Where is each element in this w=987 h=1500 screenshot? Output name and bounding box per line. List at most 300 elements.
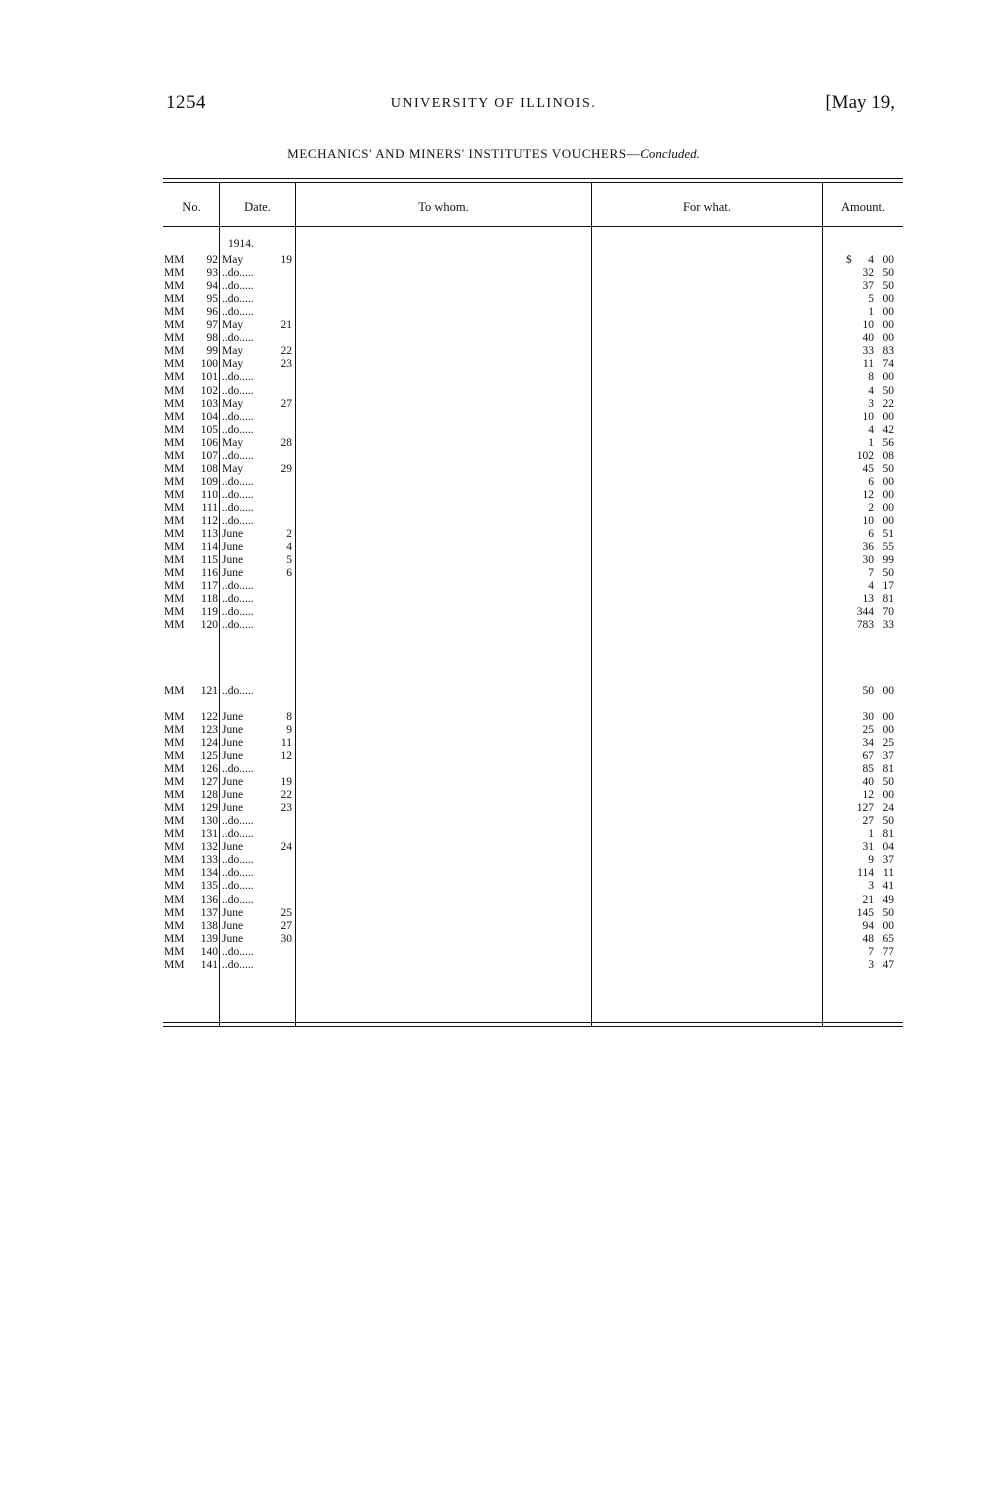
table-row <box>0 528 987 541</box>
amount-cents: 49 <box>882 893 894 906</box>
voucher-num: 101 <box>200 371 218 384</box>
amount-dollars: 1 <box>868 306 874 319</box>
date-day: 23 <box>280 358 292 371</box>
amount-cents: 70 <box>882 606 894 619</box>
amount-cents: 00 <box>882 254 894 266</box>
voucher-prefix: MM <box>164 710 185 723</box>
amount-dollars: 4 <box>868 580 874 593</box>
table-row <box>0 411 987 424</box>
voucher-prefix: MM <box>164 802 185 815</box>
voucher-num: 140 <box>200 945 218 958</box>
table-row <box>0 750 987 763</box>
voucher-prefix: MM <box>164 332 185 345</box>
amount-dollars: 37 <box>862 280 874 293</box>
amount-cents: 41 <box>882 880 894 893</box>
date-month: June <box>222 541 244 554</box>
voucher-prefix: MM <box>164 893 185 906</box>
amount-dollars: 21 <box>862 893 874 906</box>
amount-cents: 17 <box>882 580 894 593</box>
voucher-prefix: MM <box>164 384 185 397</box>
table-row <box>0 580 987 593</box>
date-month: June <box>222 736 244 749</box>
date-day: 5 <box>286 554 292 567</box>
amount-cents: 37 <box>882 749 894 762</box>
table-row <box>0 345 987 358</box>
voucher-prefix: MM <box>164 906 185 919</box>
voucher-prefix: MM <box>164 293 185 306</box>
amount-cents: 50 <box>882 267 894 280</box>
table-row <box>0 619 987 632</box>
table-row <box>0 489 987 502</box>
date-month: May <box>222 345 244 358</box>
amount-cents: 00 <box>882 319 894 332</box>
voucher-num: 111 <box>201 502 218 514</box>
date-day: 23 <box>280 802 292 815</box>
table-row <box>0 646 987 659</box>
amount-dollars: 145 <box>856 906 874 919</box>
table-title-main: MECHANICS' AND MINERS' INSTITUTES VOUCHERS— <box>287 146 641 161</box>
table-row <box>0 606 987 619</box>
date-month: ..do..... <box>222 475 254 488</box>
table-title <box>0 146 987 162</box>
voucher-num: 108 <box>200 462 218 475</box>
amount-cents: 42 <box>882 423 894 436</box>
amount-cents: 99 <box>882 554 894 567</box>
amount-dollars: 85 <box>862 763 874 775</box>
voucher-prefix: MM <box>164 958 185 971</box>
amount-dollars: 67 <box>862 749 874 762</box>
table-row <box>0 959 987 972</box>
amount-cents: 50 <box>882 815 894 828</box>
voucher-prefix: MM <box>164 319 185 332</box>
table-row <box>0 437 987 450</box>
date-day: 28 <box>280 436 292 449</box>
table-row <box>0 802 987 815</box>
amount-dollars: 8 <box>868 371 874 384</box>
amount-cents: 37 <box>882 854 894 867</box>
voucher-num: 94 <box>206 280 218 293</box>
voucher-num: 130 <box>200 815 218 828</box>
amount-dollars: 4 <box>868 254 874 266</box>
date-month: ..do..... <box>222 410 254 423</box>
amount-cents: 50 <box>882 906 894 919</box>
amount-cents: 00 <box>882 723 894 736</box>
amount-dollars: 32 <box>862 267 874 280</box>
amount-dollars: 2 <box>868 502 874 514</box>
date-month: ..do..... <box>222 606 254 619</box>
date-month: May <box>222 319 244 332</box>
date-month: June <box>222 919 244 932</box>
date-day: 25 <box>280 906 292 919</box>
voucher-num: 136 <box>200 893 218 906</box>
amount-dollars: 4 <box>868 384 874 397</box>
amount-cents: 81 <box>882 593 894 606</box>
voucher-num: 98 <box>206 332 218 345</box>
date-month: ..do..... <box>222 384 254 397</box>
voucher-prefix: MM <box>164 932 185 945</box>
column-header-for-what: For what. <box>683 200 731 214</box>
voucher-prefix: MM <box>164 606 185 619</box>
table-title-italic: Concluded. <box>640 146 700 161</box>
amount-dollars: 50 <box>862 684 874 697</box>
table-row <box>0 841 987 854</box>
date-day: 30 <box>280 932 292 945</box>
date-month: ..do..... <box>222 423 254 436</box>
date-month: June <box>222 841 244 854</box>
voucher-num: 123 <box>200 723 218 736</box>
table-row <box>0 502 987 515</box>
voucher-prefix: MM <box>164 502 185 514</box>
date-month: June <box>222 554 244 567</box>
voucher-num: 99 <box>206 345 218 358</box>
table-row <box>0 450 987 463</box>
amount-dollars: 7 <box>868 945 874 958</box>
voucher-num: 103 <box>200 397 218 410</box>
column-header-date: Date. <box>244 200 271 214</box>
amount-cents: 81 <box>882 763 894 775</box>
voucher-prefix: MM <box>164 371 185 384</box>
date-month: ..do..... <box>222 332 254 345</box>
table-row <box>0 880 987 893</box>
table-row <box>0 463 987 476</box>
amount-dollars: 94 <box>862 919 874 932</box>
date-month: ..do..... <box>222 619 254 632</box>
date-day: 12 <box>280 749 292 762</box>
voucher-prefix: MM <box>164 854 185 867</box>
voucher-num: 92 <box>206 254 218 266</box>
amount-cents: 00 <box>882 306 894 319</box>
table-row <box>0 267 987 280</box>
date-month: ..do..... <box>222 828 254 841</box>
date-month: ..do..... <box>222 515 254 527</box>
date-day: 4 <box>286 541 292 554</box>
amount-cents: 77 <box>882 945 894 958</box>
voucher-prefix: MM <box>164 763 185 775</box>
voucher-prefix: MM <box>164 462 185 475</box>
table-row <box>0 554 987 567</box>
voucher-prefix: MM <box>164 267 185 280</box>
amount-cents: 00 <box>882 475 894 488</box>
date-day: 24 <box>280 841 292 854</box>
amount-dollars: 344 <box>856 606 874 619</box>
header-date: [May 19, <box>825 92 895 113</box>
voucher-num: 133 <box>200 854 218 867</box>
date-month: June <box>222 710 244 723</box>
table-row <box>0 659 987 672</box>
amount-dollars: 783 <box>856 619 874 632</box>
voucher-prefix: MM <box>164 945 185 958</box>
table-row <box>0 254 987 267</box>
table-row <box>0 515 987 528</box>
voucher-prefix: MM <box>164 488 185 501</box>
amount-cents: 33 <box>882 619 894 632</box>
table-row <box>0 633 987 646</box>
date-month: ..do..... <box>222 280 254 293</box>
page-header <box>0 92 987 116</box>
date-day: 9 <box>286 723 292 736</box>
amount-cents: 00 <box>882 371 894 384</box>
voucher-prefix: MM <box>164 736 185 749</box>
date-month: ..do..... <box>222 945 254 958</box>
date-day: 19 <box>280 776 292 788</box>
voucher-prefix: MM <box>164 397 185 410</box>
voucher-prefix: MM <box>164 567 185 580</box>
voucher-prefix: MM <box>164 789 185 802</box>
voucher-num: 137 <box>200 906 218 919</box>
amount-dollars: 34 <box>862 736 874 749</box>
voucher-prefix: MM <box>164 528 185 540</box>
table-row <box>0 358 987 371</box>
date-day: 22 <box>280 345 292 358</box>
date-day: 2 <box>286 528 292 540</box>
voucher-num: 135 <box>200 880 218 893</box>
amount-dollars: 13 <box>862 593 874 606</box>
voucher-prefix: MM <box>164 541 185 554</box>
voucher-num: 124 <box>200 736 218 749</box>
date-month: ..do..... <box>222 449 254 462</box>
voucher-num: 100 <box>200 358 218 371</box>
date-month: ..do..... <box>222 593 254 606</box>
voucher-prefix: MM <box>164 345 185 358</box>
amount-cents: 55 <box>882 541 894 554</box>
voucher-num: 102 <box>200 384 218 397</box>
date-month: May <box>222 462 244 475</box>
bottom-rule <box>163 1022 903 1023</box>
table-row <box>0 933 987 946</box>
voucher-num: 117 <box>201 580 218 593</box>
amount-dollars: 40 <box>862 776 874 788</box>
voucher-prefix: MM <box>164 554 185 567</box>
voucher-prefix: MM <box>164 593 185 606</box>
date-day: 8 <box>286 710 292 723</box>
date-day: 27 <box>280 397 292 410</box>
voucher-num: 120 <box>200 619 218 632</box>
amount-cents: 56 <box>882 436 894 449</box>
year-label: 1914. <box>228 238 254 250</box>
date-month: June <box>222 906 244 919</box>
voucher-prefix: MM <box>164 867 185 880</box>
table-row <box>0 398 987 411</box>
date-month: ..do..... <box>222 684 254 697</box>
date-month: ..do..... <box>222 371 254 384</box>
amount-cents: 22 <box>882 397 894 410</box>
amount-dollars: 102 <box>856 449 874 462</box>
amount-cents: 00 <box>882 410 894 423</box>
date-month: June <box>222 567 244 580</box>
column-header-amount: Amount. <box>840 200 886 214</box>
amount-dollars: 5 <box>868 293 874 306</box>
dollar-sign: $ <box>846 254 852 266</box>
amount-cents: 00 <box>882 332 894 345</box>
amount-dollars: 11 <box>862 358 874 371</box>
date-month: ..do..... <box>222 580 254 593</box>
date-day: 11 <box>280 736 292 749</box>
table-row <box>0 946 987 959</box>
table-row <box>0 567 987 580</box>
voucher-num: 116 <box>201 567 218 580</box>
bottom-rule-inner <box>163 1026 903 1027</box>
table-row <box>0 371 987 384</box>
voucher-num: 134 <box>200 867 218 880</box>
date-month: June <box>222 749 244 762</box>
date-month: ..do..... <box>222 815 254 828</box>
date-month: ..do..... <box>222 763 254 775</box>
amount-dollars: 1 <box>868 828 874 841</box>
table-row <box>0 789 987 802</box>
table-row <box>0 672 987 685</box>
amount-dollars: 31 <box>862 841 874 854</box>
voucher-num: 112 <box>201 515 218 527</box>
table-row <box>0 776 987 789</box>
amount-dollars: 27 <box>862 815 874 828</box>
voucher-num: 114 <box>201 541 218 554</box>
table-row <box>0 593 987 606</box>
amount-cents: 00 <box>882 488 894 501</box>
amount-dollars: 1 <box>868 436 874 449</box>
voucher-num: 131 <box>200 828 218 841</box>
voucher-prefix: MM <box>164 919 185 932</box>
amount-dollars: 10 <box>862 515 874 527</box>
amount-cents: 24 <box>882 802 894 815</box>
table-row <box>0 828 987 841</box>
date-month: ..do..... <box>222 293 254 306</box>
voucher-num: 141 <box>200 958 218 971</box>
table-row <box>0 332 987 345</box>
amount-cents: 25 <box>882 736 894 749</box>
voucher-num: 129 <box>200 802 218 815</box>
running-title: UNIVERSITY OF ILLINOIS. <box>390 96 597 111</box>
column-header-to-whom: To whom. <box>418 200 469 214</box>
amount-cents: 83 <box>882 345 894 358</box>
table-row <box>0 306 987 319</box>
voucher-num: 93 <box>206 267 218 280</box>
voucher-num: 113 <box>201 528 218 540</box>
date-day: 27 <box>280 919 292 932</box>
top-rule <box>163 178 903 179</box>
table-row <box>0 541 987 554</box>
amount-dollars: 33 <box>862 345 874 358</box>
date-day: 22 <box>280 789 292 802</box>
amount-cents: 50 <box>882 384 894 397</box>
voucher-prefix: MM <box>164 515 185 527</box>
amount-dollars: 6 <box>868 528 874 540</box>
amount-dollars: 45 <box>862 462 874 475</box>
amount-cents: 00 <box>882 919 894 932</box>
voucher-num: 118 <box>201 593 218 606</box>
amount-dollars: 12 <box>862 488 874 501</box>
voucher-prefix: MM <box>164 410 185 423</box>
voucher-num: 121 <box>200 684 218 697</box>
date-month: June <box>222 776 244 788</box>
amount-dollars: 12 <box>862 789 874 802</box>
amount-dollars: 3 <box>868 397 874 410</box>
voucher-prefix: MM <box>164 841 185 854</box>
date-month: June <box>222 932 244 945</box>
voucher-num: 126 <box>200 763 218 775</box>
voucher-num: 139 <box>200 932 218 945</box>
column-header-no: No. <box>182 200 201 214</box>
voucher-num: 125 <box>200 749 218 762</box>
table-row <box>0 763 987 776</box>
voucher-prefix: MM <box>164 880 185 893</box>
voucher-prefix: MM <box>164 815 185 828</box>
amount-cents: 74 <box>882 358 894 371</box>
voucher-num: 107 <box>200 449 218 462</box>
voucher-prefix: MM <box>164 619 185 632</box>
amount-cents: 81 <box>882 828 894 841</box>
amount-cents: 00 <box>882 684 894 697</box>
amount-dollars: 30 <box>862 554 874 567</box>
date-month: June <box>222 528 244 540</box>
voucher-num: 110 <box>201 488 218 501</box>
header-rule <box>163 226 903 227</box>
table-row <box>0 815 987 828</box>
top-rule-inner <box>163 182 903 183</box>
date-month: May <box>222 358 244 371</box>
table-row <box>0 711 987 724</box>
voucher-num: 127 <box>200 776 218 788</box>
table-row <box>0 867 987 880</box>
voucher-num: 115 <box>201 554 218 567</box>
amount-cents: 11 <box>882 867 894 880</box>
table-row <box>0 424 987 437</box>
amount-dollars: 3 <box>868 958 874 971</box>
voucher-num: 138 <box>200 919 218 932</box>
amount-cents: 50 <box>882 462 894 475</box>
voucher-num: 97 <box>206 319 218 332</box>
table-row <box>0 724 987 737</box>
date-day: 6 <box>286 567 292 580</box>
amount-cents: 00 <box>882 293 894 306</box>
voucher-prefix: MM <box>164 358 185 371</box>
voucher-num: 96 <box>206 306 218 319</box>
date-month: May <box>222 397 244 410</box>
page-number: 1254 <box>166 92 206 113</box>
amount-dollars: 9 <box>868 854 874 867</box>
date-month: ..do..... <box>222 958 254 971</box>
date-month: June <box>222 802 244 815</box>
amount-cents: 00 <box>882 515 894 527</box>
table-row <box>0 293 987 306</box>
voucher-prefix: MM <box>164 254 185 266</box>
amount-dollars: 10 <box>862 410 874 423</box>
table-row <box>0 920 987 933</box>
voucher-prefix: MM <box>164 684 185 697</box>
voucher-num: 122 <box>200 710 218 723</box>
date-month: June <box>222 789 244 802</box>
voucher-num: 132 <box>200 841 218 854</box>
voucher-prefix: MM <box>164 828 185 841</box>
amount-dollars: 127 <box>856 802 874 815</box>
date-month: ..do..... <box>222 306 254 319</box>
voucher-num: 106 <box>200 436 218 449</box>
amount-cents: 00 <box>882 789 894 802</box>
amount-cents: 04 <box>882 841 894 854</box>
amount-dollars: 10 <box>862 319 874 332</box>
voucher-num: 128 <box>200 789 218 802</box>
voucher-num: 105 <box>200 423 218 436</box>
amount-cents: 51 <box>882 528 894 540</box>
amount-dollars: 36 <box>862 541 874 554</box>
amount-dollars: 4 <box>868 423 874 436</box>
voucher-prefix: MM <box>164 475 185 488</box>
amount-dollars: 48 <box>862 932 874 945</box>
amount-cents: 50 <box>882 567 894 580</box>
voucher-prefix: MM <box>164 280 185 293</box>
date-month: ..do..... <box>222 502 254 514</box>
table-row <box>0 685 987 698</box>
amount-dollars: 7 <box>868 567 874 580</box>
